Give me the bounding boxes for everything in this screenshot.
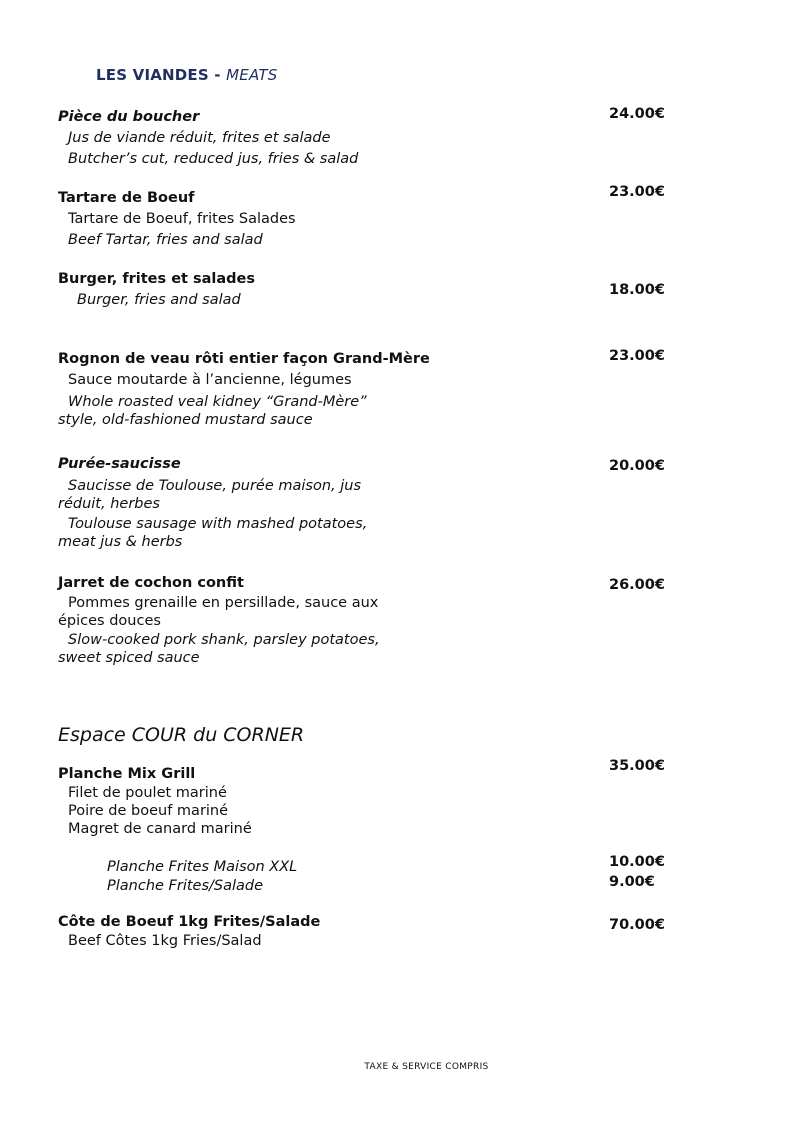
cote-boeuf-desc: Beef Côtes 1kg Fries/Salad: [68, 933, 262, 949]
menu-item-desc-fr: Jus de viande réduit, frites et salade: [68, 130, 331, 146]
mix-grill-price: 35.00€: [609, 758, 665, 774]
menu-item-desc-fr: Sauce moutarde à l’ancienne, légumes: [68, 372, 352, 388]
cote-boeuf-name: Côte de Boeuf 1kg Frites/Salade: [58, 914, 321, 930]
menu-item-desc-en: Toulouse sausage with mashed potatoes, meat jus & herbs: [58, 516, 368, 550]
menu-item-desc-fr: Saucisse de Toulouse, purée maison, jus réduit, herbes: [58, 478, 362, 512]
menu-item-price: 18.00€: [609, 282, 665, 298]
title-en: MEATS: [226, 66, 278, 84]
menu-item-name: Rognon de veau rôti entier façon Grand-Mère: [58, 351, 430, 367]
mix-grill-item: Filet de poulet mariné: [68, 785, 227, 801]
menu-item-desc-fr: Pommes grenaille en persillade, sauce aux épices douces: [58, 595, 379, 629]
menu-item-desc-en: Butcher’s cut, reduced jus, fries & salad: [68, 151, 359, 167]
menu-item-name: Purée-saucisse: [58, 456, 181, 472]
cote-boeuf-price: 70.00€: [609, 917, 665, 933]
menu-item-price: 23.00€: [609, 184, 665, 200]
menu-item-name: Jarret de cochon confit: [58, 575, 244, 591]
menu-item-price: 20.00€: [609, 458, 665, 474]
menu-item-desc-en: Burger, fries and salad: [77, 292, 241, 308]
menu-item-desc-en: Whole roasted veal kidney “Grand-Mère” style, old-fashioned mustard sauce: [58, 394, 367, 428]
menu-item-name: Pièce du boucher: [58, 109, 200, 125]
menu-item-desc-en: Beef Tartar, fries and salad: [68, 232, 263, 248]
side-item-price: 9.00€: [609, 874, 655, 890]
mix-grill-item: Poire de boeuf mariné: [68, 803, 229, 819]
section-title: Espace COUR du CORNER: [58, 724, 305, 746]
menu-item-desc-en: Slow-cooked pork shank, parsley potatoes, sweet spiced sauce: [58, 632, 380, 666]
menu-item-name: Tartare de Boeuf: [58, 190, 195, 206]
menu-item-price: 24.00€: [609, 106, 665, 122]
title-fr: LES VIANDES -: [96, 66, 227, 84]
side-item-name: Planche Frites/Salade: [107, 878, 264, 894]
mix-grill-item: Magret de canard mariné: [68, 821, 252, 837]
menu-item-price: 23.00€: [609, 348, 665, 364]
mix-grill-name: Planche Mix Grill: [58, 766, 196, 782]
footer-note: TAXE & SERVICE COMPRIS: [364, 1062, 489, 1072]
side-item-price: 10.00€: [609, 854, 665, 870]
side-item-name: Planche Frites Maison XXL: [107, 859, 298, 875]
menu-item-price: 26.00€: [609, 577, 665, 593]
menu-item-desc-fr: Tartare de Boeuf, frites Salades: [68, 211, 296, 227]
menu-item-name: Burger, frites et salades: [58, 271, 256, 287]
page-title: [96, 66, 277, 84]
